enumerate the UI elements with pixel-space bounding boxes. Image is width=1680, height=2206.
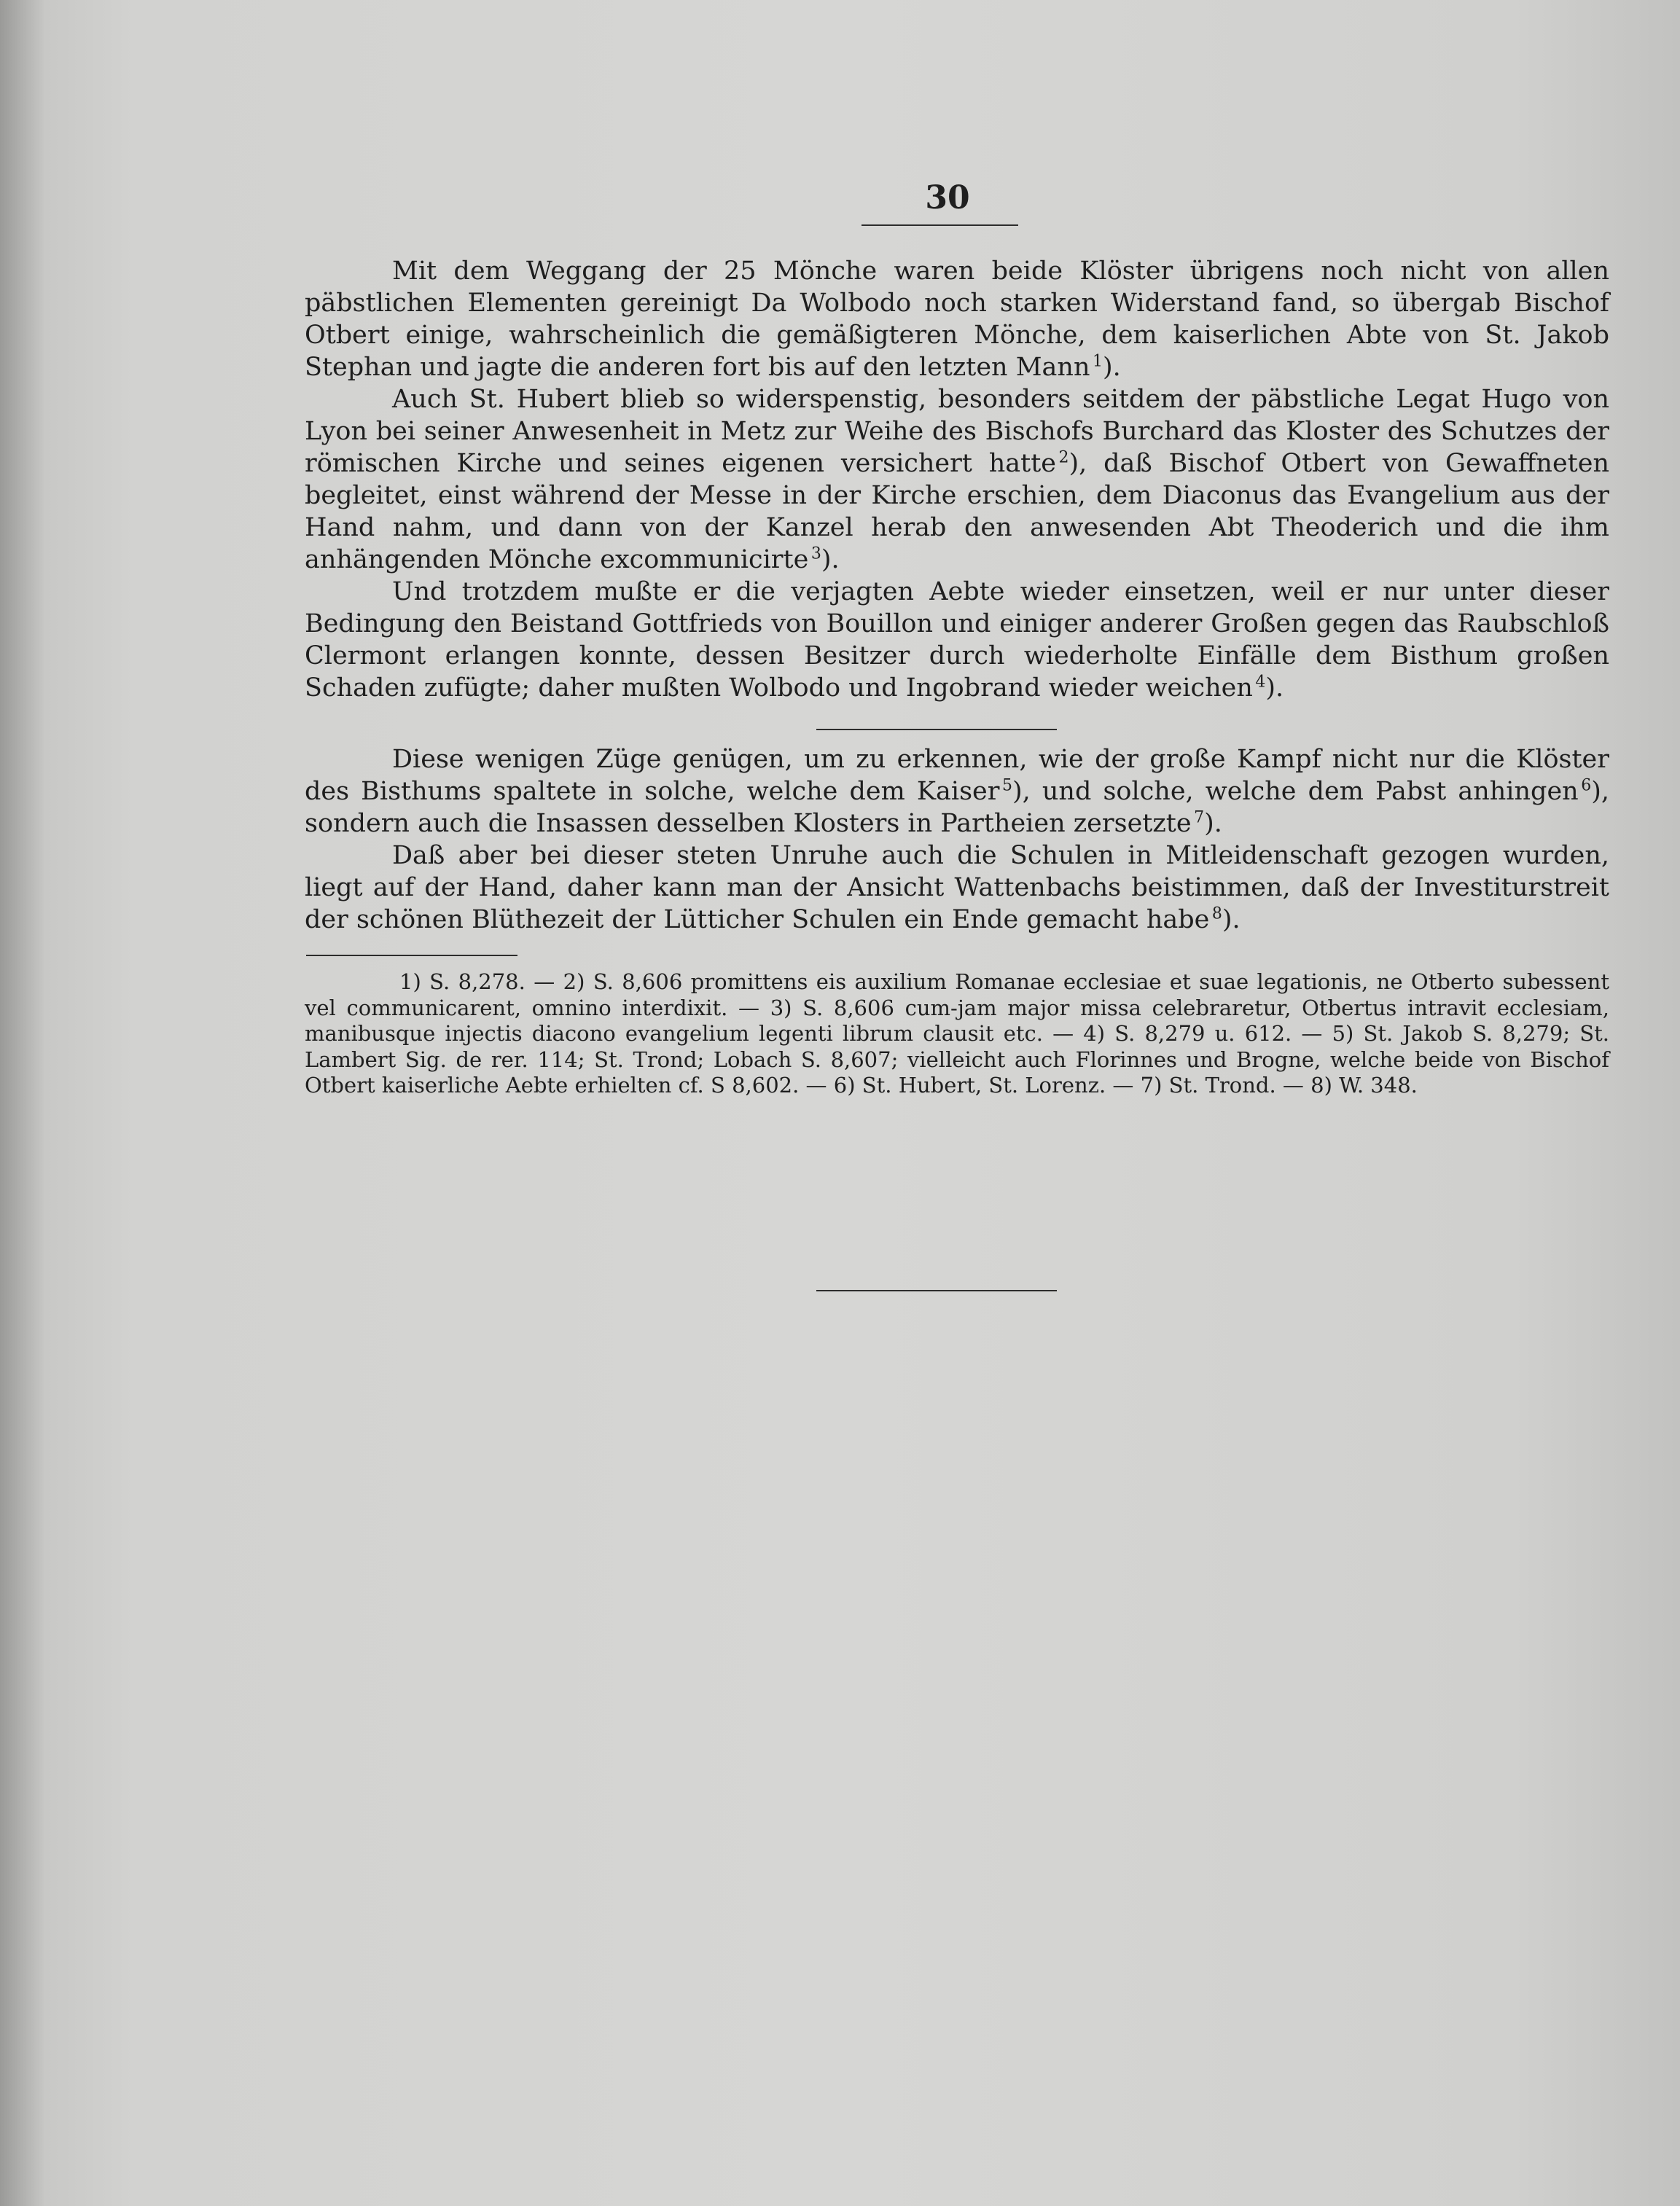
header-rule <box>862 224 1018 226</box>
paragraph-5 <box>305 840 1609 936</box>
end-divider <box>816 1290 1057 1291</box>
footnote-ref-3: 3 <box>810 544 821 563</box>
paragraph-3-text: Und trotzdem mußte er die verjagten Aebte wieder einsetzen, weil er nur unter dieser Bedingung den Beistand Gottfrieds von Bouillon und einiger anderer Großen gegen das Raubschloß Clermont erlangen konnte, dessen Besitzer durch wiederholte Einfälle dem Bisthum großen Schaden zufügte; daher mußten Wolbodo und Ingobrand wieder weichen <box>305 577 1609 703</box>
page-shadow-edge <box>0 0 44 2206</box>
footnote-ref-6: 6 <box>1581 776 1592 795</box>
paragraph-5-text: Daß aber bei dieser steten Unruhe auch die Schulen in Mitleidenschaft gezogen wurden, liegt auf der Hand, daher kann man der Ansicht Wattenbachs beistimmen, daß der Investiturstreit der schönen Blüthezeit der Lütticher Schulen ein Ende gemacht habe <box>305 841 1609 934</box>
page-number: 30 <box>925 179 970 216</box>
footnote-ref-2: 2 <box>1058 448 1069 467</box>
footnote-ref-5: 5 <box>1002 776 1012 795</box>
paragraph-4-end: ). <box>1204 809 1222 838</box>
footnote-ref-1: 1 <box>1093 352 1103 371</box>
paragraph-2 <box>305 383 1609 576</box>
paragraph-1 <box>305 255 1609 383</box>
main-text-section-2 <box>305 743 1609 936</box>
footnote-ref-4: 4 <box>1255 673 1266 692</box>
paragraph-2-end: ). <box>821 545 840 574</box>
paragraph-4-text-a: Diese wenigen Züge genügen, um zu erkennen, wie der große Kampf nicht nur die Klöster des Bisthums spaltete in solche, welche dem Kaiser <box>305 745 1609 806</box>
paragraph-1-end: ). <box>1103 353 1121 382</box>
paragraph-4-text-b: ), und solche, welche dem Pabst anhingen <box>1012 777 1579 806</box>
paragraph-5-end: ). <box>1222 905 1241 934</box>
footnotes: 1) S. 8,278. — 2) S. 8,606 promittens eis auxilium Romanae ecclesiae et suae legationis, ne Otberto subessent vel communicarent, omnino interdixit. — 3) S. 8,606 cum-jam major missa celebraretur, Otbertus intravit ecclesiam, manibusque injectis diacono evangelium legenti librum clausit etc. — 4) S. 8,279 u. 612. — 5) St. Jakob S. 8,279; St. Lambert Sig. de rer. 114; St. Trond; Lobach S. 8,607; vielleicht auch Florinnes und Brogne, welche beide von Bischof Otbert kaiserliche Aebte erhielten cf. S 8,602. — 6) St. Hubert, St. Lorenz. — 7) St. Trond. — 8) W. 348. <box>305 969 1609 1098</box>
footnote-rule <box>306 955 517 956</box>
paragraph-2-mid: ), daß Bischof Otbert von Gewaffneten begleitet, einst während der Messe in der Kirche erschien, dem Diaconus das Evangelium aus der Hand nahm, und dann von der Kanzel herab den anwesenden Abt Theoderich und die ihm anhängenden Mönche excommunicirte <box>305 449 1609 574</box>
paragraph-4-text-c: ), sondern auch die Insassen desselben Klosters in Partheien zersetzte <box>305 777 1609 838</box>
paragraph-1-text: Mit dem Weggang der 25 Mönche waren beide Klöster übrigens noch nicht von allen päbstlichen Elementen gereinigt Da Wolbodo noch starken Widerstand fand, so übergab Bischof Otbert einige, wahrscheinlich die gemäßigteren Mönche, dem kaiserlichen Abte von St. Jakob Stephan und jagte die anderen fort bis auf den letzten Mann <box>305 257 1609 382</box>
main-text-section-1 <box>305 255 1609 704</box>
section-divider <box>816 729 1057 730</box>
footnote-ref-7: 7 <box>1194 808 1205 827</box>
footnote-ref-8: 8 <box>1211 904 1222 923</box>
paragraph-3 <box>305 576 1609 704</box>
paragraph-3-end: ). <box>1265 673 1284 703</box>
paragraph-4 <box>305 743 1609 840</box>
paragraph-2-text: Auch St. Hubert blieb so widerspenstig, besonders seitdem der päbstliche Legat Hugo von Lyon bei seiner Anwesenheit in Metz zur Weihe des Bischofs Burchard das Kloster des Schutzes der römischen Kirche und seines eigenen versichert hatte <box>305 385 1609 478</box>
